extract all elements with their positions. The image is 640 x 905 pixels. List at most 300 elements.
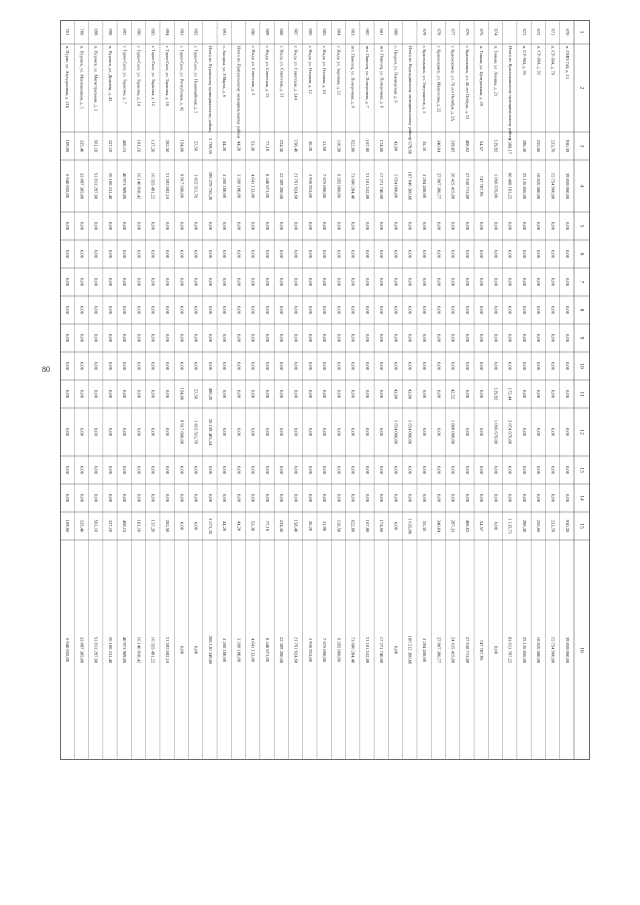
table-cell: 0,00 (322, 427, 328, 437)
table-cell: 1 815 511,70 (193, 174, 199, 198)
table-cell: 0,00 (422, 221, 428, 231)
table-cell: 0,00 (336, 305, 342, 315)
table-cell: 21 101 532,80 (364, 636, 370, 664)
table-cell: 1 808 000,00 (450, 419, 456, 445)
address-cell: г. Краснокамск, ул. Энтузиастов, д. 5 (422, 46, 428, 114)
table-cell: 0,00 (93, 465, 99, 475)
table-cell: 0,00 (393, 521, 399, 531)
table-cell: 0,00 (193, 249, 199, 259)
table-cell: 18 826 580,00 (536, 636, 542, 664)
table-cell: 3 260 180,00 (222, 173, 228, 199)
table-cell: 0,00 (379, 221, 385, 231)
table-cell: 0,00 (564, 249, 570, 259)
table-cell: 688 (279, 28, 285, 36)
table-cell: 0,00 (136, 277, 142, 287)
table-cell: 0,00 (250, 361, 256, 371)
table-cell: 0,00 (264, 427, 270, 437)
table-cell: 690 (250, 28, 256, 36)
table-cell: 0,00 (236, 427, 242, 437)
table-cell: 0,00 (422, 361, 428, 371)
table-cell: 3 260 180,00 (222, 637, 228, 663)
table-cell: 0,00 (479, 427, 485, 437)
header-cell-13: 13 (578, 467, 585, 473)
table-cell: 0,00 (521, 277, 527, 287)
table-cell: 0,00 (122, 277, 128, 287)
table-cell: 3 769,55 (207, 137, 213, 155)
table-cell: 26 168 331,46 (107, 172, 113, 200)
table-cell: 6 292 800,00 (336, 173, 342, 199)
table-cell: 0,00 (322, 333, 328, 343)
table-cell: 687 (293, 28, 299, 36)
table-cell: 0,00 (536, 493, 542, 503)
table-cell: 0,00 (150, 249, 156, 259)
table-cell: 0,00 (165, 389, 171, 399)
table-cell: 0,00 (279, 305, 285, 315)
table-cell: 0,00 (564, 465, 570, 475)
address-cell: п. Пуровск, ул. Дежнёва, д. 43 (107, 46, 113, 102)
address-cell: г. Тарко-Сале, ул. Тарасова, д. 14 (136, 46, 142, 106)
table-cell: 0,00 (79, 465, 85, 475)
table-cell: 36,20 (307, 520, 313, 532)
table-cell: 16 355 491,22 (150, 172, 156, 200)
table-cell: 39 859 000,00 (564, 172, 570, 200)
table-cell: 0,00 (507, 333, 513, 343)
table-cell: 0,00 (350, 221, 356, 231)
table-cell: 0,00 (107, 465, 113, 475)
table-cell: 561,10 (93, 519, 99, 533)
table-cell: 0,00 (550, 427, 556, 437)
table-cell: 677 (450, 28, 456, 36)
table-cell: 224,30 (279, 519, 285, 533)
table-cell: 298,30 (521, 139, 527, 153)
table-cell: 0,00 (150, 221, 156, 231)
table-cell: 0,00 (236, 333, 242, 343)
table-cell: 0,00 (293, 427, 299, 437)
table-cell: 683 (350, 28, 356, 36)
address-cell: г. Ныдь, ул. Заречная, д. 12 (336, 46, 342, 96)
table-cell: 21 761 924,60 (293, 172, 299, 200)
table-cell: 0,00 (107, 361, 113, 371)
table-cell: 0,00 (507, 361, 513, 371)
table-cell: 0,00 (550, 333, 556, 343)
table-cell: 0,00 (79, 277, 85, 287)
table-cell: 0,00 (279, 389, 285, 399)
table-cell: 35,35 (422, 140, 428, 152)
table-cell: 0,00 (207, 249, 213, 259)
table-cell: 0,00 (79, 249, 85, 259)
table-cell: 0,00 (436, 305, 442, 315)
table-cell: 53,30 (250, 520, 256, 532)
table-cell: 747 787,95 (479, 175, 485, 197)
table-cell: 44,20 (236, 140, 242, 152)
table-cell: 0,00 (136, 389, 142, 399)
table-cell: 0,00 (136, 361, 142, 371)
table-cell: 0,00 (179, 493, 185, 503)
table-cell: 42,52 (450, 388, 456, 400)
table-cell: 0,00 (536, 465, 542, 475)
table-cell: 2 874 676,00 (507, 419, 513, 445)
table-cell: 0,00 (350, 493, 356, 503)
table-cell: 0,00 (521, 493, 527, 503)
table-cell: 0,00 (65, 305, 71, 315)
table-cell: 7 676 800,00 (322, 173, 328, 199)
table-cell: 0,00 (193, 465, 199, 475)
table-cell: 0,00 (65, 277, 71, 287)
table-cell: 0,00 (436, 249, 442, 259)
table-cell: 40 973 909,00 (122, 172, 128, 200)
table-cell: 1 815 511,70 (193, 420, 199, 444)
table-cell: 0,00 (336, 221, 342, 231)
header-cell-11: 11 (578, 391, 585, 397)
table-cell: 0,00 (550, 221, 556, 231)
table-cell: 44,20 (236, 520, 242, 532)
address-cell: г. Ныдь, ул. Советская, д. 2 (250, 46, 256, 96)
table-cell: 35,35 (422, 520, 428, 532)
table-cell: 282,50 (165, 139, 171, 153)
table-cell: 16 140 918,42 (136, 172, 142, 200)
address-cell: п. СУ-904, д. 92 (536, 46, 542, 75)
table-cell: 686 (307, 28, 313, 36)
table-cell: 340,04 (436, 139, 442, 153)
page-number: 80 (42, 365, 50, 374)
table-cell: 0,00 (464, 427, 470, 437)
table-cell: 0,00 (93, 427, 99, 437)
table-cell: 0,00 (279, 221, 285, 231)
table-cell: 408,62 (464, 519, 470, 533)
table-cell: 692 (193, 28, 199, 36)
address-cell: пгт. Павелец, ул. Поперечная, д. 8 (350, 46, 356, 108)
table-cell: 0,00 (521, 389, 527, 399)
table-cell: 676 (464, 28, 470, 36)
address-cell: Итого по Надеждинскому муниципальному району (407, 46, 413, 140)
table-cell: 0,00 (336, 249, 342, 259)
table-cell: 0,00 (350, 333, 356, 343)
table-cell: 0,00 (436, 333, 442, 343)
table-cell: 27 038 713,00 (464, 172, 470, 200)
table-cell: 110,50 (336, 519, 342, 533)
table-cell: 6 940 855,00 (65, 637, 71, 663)
table-cell: 1 066 676,00 (493, 419, 499, 445)
table-cell: 4 641 133,00 (250, 173, 256, 199)
table-cell: 53,30 (250, 140, 256, 152)
table-cell: 255,60 (536, 139, 542, 153)
table-cell: 0,00 (507, 221, 513, 231)
table-cell: 18 826 580,00 (536, 172, 542, 200)
table-cell: 0,00 (364, 493, 370, 503)
table-cell: 0,00 (379, 493, 385, 503)
table-cell: 685 (322, 28, 328, 36)
table-cell: 694 (165, 28, 171, 36)
table-cell: 0,00 (122, 249, 128, 259)
table-cell: 0,00 (236, 465, 242, 475)
table-cell: 0,00 (179, 333, 185, 343)
address-cell: пгт. Павелец, ул. Поперечная, д. 7 (364, 46, 370, 108)
table-cell: 0,00 (521, 333, 527, 343)
table-cell: 0,00 (250, 221, 256, 231)
table-cell: 0,00 (307, 333, 313, 343)
table-cell: 22 309 200,00 (279, 636, 285, 664)
table-cell: 0,00 (393, 493, 399, 503)
table-cell: 0,00 (179, 465, 185, 475)
table-cell: 0,00 (279, 361, 285, 371)
table-cell: 0,00 (521, 249, 527, 259)
table-cell: 699 (93, 28, 99, 36)
table-cell: 0,00 (250, 427, 256, 437)
table-cell: 0,00 (450, 249, 456, 259)
table-cell: 0,00 (307, 493, 313, 503)
table-cell: 0,00 (65, 493, 71, 503)
table-cell: 0,00 (250, 277, 256, 287)
table-cell: 0,00 (379, 465, 385, 475)
table-cell: 0,00 (436, 465, 442, 475)
table-cell: 1 308,17 (507, 137, 513, 155)
table-cell: 0,00 (564, 427, 570, 437)
table-cell: 0,00 (550, 465, 556, 475)
table-cell: 0,00 (193, 521, 199, 531)
table-cell: 21 761 924,60 (293, 636, 299, 664)
table-cell: 0,00 (307, 361, 313, 371)
table-cell: 0,00 (150, 389, 156, 399)
table-cell: 0,00 (336, 361, 342, 371)
table-cell: 0,00 (479, 277, 485, 287)
table-cell: 172,44 (507, 387, 513, 401)
table-cell: 689 (264, 28, 270, 36)
table-cell: 39 859 000,00 (564, 636, 570, 664)
table-cell: 1 635,80 (407, 517, 413, 535)
table-cell: 698 (107, 28, 113, 36)
header-cell-7: 7 (578, 280, 585, 284)
table-cell: 0,00 (150, 277, 156, 287)
table-cell: 0,00 (407, 361, 413, 371)
address-cell: г. Тарко-Сале, ул. Тарасова, д. 12 (150, 46, 156, 106)
table-cell: 0,00 (422, 333, 428, 343)
table-cell: 0,00 (293, 361, 299, 371)
table-cell: 0,00 (536, 305, 542, 315)
table-cell: 0,00 (322, 305, 328, 315)
header-cell-15: 15 (578, 523, 585, 529)
table-cell: 0,00 (379, 305, 385, 315)
table-cell: 0,00 (350, 427, 356, 437)
table-cell: 8 348 871,00 (264, 637, 270, 663)
table-cell: 167,80 (364, 139, 370, 153)
address-cell: г. Тарко-Сале, ул. Тарасова, д. 10 (165, 46, 171, 106)
table-cell: 0,00 (136, 249, 142, 259)
table-cell: 0,00 (193, 221, 199, 231)
table-cell: 0,00 (336, 333, 342, 343)
table-cell: 747 787,95 (479, 639, 485, 661)
table-cell: 0,00 (179, 277, 185, 287)
table-cell: 0,00 (207, 333, 213, 343)
table-cell: 36,20 (307, 140, 313, 152)
table-cell: 0,00 (479, 361, 485, 371)
table-cell: 0,00 (150, 493, 156, 503)
table-cell: 0,00 (407, 493, 413, 503)
table-cell: 0,00 (93, 277, 99, 287)
table-cell: 674 (493, 28, 499, 36)
table-cell: 0,00 (336, 277, 342, 287)
table-cell: 0,00 (264, 389, 270, 399)
table-cell: 174,60 (379, 519, 385, 533)
table-cell: 0,00 (493, 305, 499, 315)
table-cell: 77,10 (264, 520, 270, 532)
table-cell: 0,00 (464, 465, 470, 475)
table-cell: 339,85 (450, 139, 456, 153)
table-cell: 282,50 (165, 519, 171, 533)
table-cell: 0,00 (521, 221, 527, 231)
table-cell: 0,00 (193, 277, 199, 287)
table-cell: 6 292 800,00 (336, 637, 342, 663)
table-cell: 0,00 (207, 221, 213, 231)
table-cell: 0,00 (264, 221, 270, 231)
table-cell: 0,00 (93, 249, 99, 259)
table-cell: 0,00 (79, 427, 85, 437)
table-cell: 0,00 (236, 305, 242, 315)
table-cell: 0,00 (179, 221, 185, 231)
table-cell: 21 592 082,16 (165, 172, 171, 200)
table-cell: 0,00 (536, 249, 542, 259)
table-cell: 0,00 (364, 389, 370, 399)
table-cell: 0,00 (236, 221, 242, 231)
table-cell: 54,57 (479, 520, 485, 532)
table-cell: 0,00 (65, 389, 71, 399)
table-cell: 0,00 (222, 305, 228, 315)
table-cell: 0,00 (464, 333, 470, 343)
table-cell: 0,00 (107, 221, 113, 231)
table-cell: 0,00 (250, 493, 256, 503)
table-cell: 22 309 200,00 (279, 172, 285, 200)
table-cell: 0,00 (407, 221, 413, 231)
table-cell: 0,00 (79, 305, 85, 315)
table-cell: 0,00 (350, 277, 356, 287)
table-cell: 0,00 (222, 361, 228, 371)
table-cell: 0,00 (264, 333, 270, 343)
table-cell: 0,00 (122, 389, 128, 399)
table-cell: 0,00 (107, 333, 113, 343)
table-cell: 0,00 (507, 493, 513, 503)
header-cell-2: 2 (578, 86, 585, 90)
table-cell: 83 613 707,22 (507, 636, 513, 664)
table-cell: 3 273,35 (207, 517, 213, 535)
table-cell: 0,00 (307, 427, 313, 437)
table-cell: 0,00 (79, 493, 85, 503)
table-cell: 0,00 (165, 249, 171, 259)
table-cell: 0,00 (107, 249, 113, 259)
table-cell: 0,00 (136, 305, 142, 315)
table-cell: 693 (179, 28, 185, 36)
table-cell: 0,00 (193, 493, 199, 503)
table-cell: 0,00 (350, 249, 356, 259)
table-cell: 0,00 (450, 361, 456, 371)
table-cell: 701 (65, 28, 71, 36)
table-cell: 0,00 (493, 277, 499, 287)
table-cell: 0,00 (65, 427, 71, 437)
table-cell: 0,00 (521, 305, 527, 315)
table-cell: 0,00 (165, 427, 171, 437)
table-cell: 0,00 (307, 305, 313, 315)
table-cell: 181,10 (136, 139, 142, 153)
table-cell: 43,80 (407, 388, 413, 400)
table-cell: 0,00 (264, 493, 270, 503)
table-cell: 0,00 (307, 389, 313, 399)
table-cell: 0,00 (136, 333, 142, 343)
table-cell: 0,00 (150, 333, 156, 343)
table-cell: 0,00 (179, 521, 185, 531)
table-cell: 73 600 284,40 (350, 636, 356, 664)
address-cell: п. СМП-744, д. 15 (564, 46, 570, 79)
table-cell: 0,00 (250, 389, 256, 399)
table-cell: 0,00 (165, 333, 171, 343)
table-cell: 0,00 (507, 305, 513, 315)
table-cell: 0,00 (422, 389, 428, 399)
table-cell: 31,90 (322, 140, 328, 152)
table-cell: 186 212 300,80 (407, 635, 413, 665)
table-cell: 0,00 (136, 465, 142, 475)
address-cell: г. Ныдь, ул. Советская, д. 24А (293, 46, 299, 101)
table-cell: 0,00 (364, 221, 370, 231)
table-cell: 0,00 (250, 465, 256, 475)
table-cell: 0,00 (364, 361, 370, 371)
address-cell: с. Аксарка, ул. 8 Марта, д. 6 (222, 46, 228, 97)
table-cell: 1 066 676,00 (493, 173, 499, 199)
table-cell: 44,20 (222, 140, 228, 152)
table-cell: 33 897 385,00 (79, 636, 85, 664)
table-cell: 44,20 (222, 520, 228, 532)
table-cell: 0,00 (479, 249, 485, 259)
table-cell: 327,10 (107, 519, 113, 533)
table-cell: 0,00 (379, 361, 385, 371)
table-cell: 27 907 300,77 (436, 636, 442, 664)
header-cell-12: 12 (578, 429, 585, 435)
table-cell: 0,00 (393, 361, 399, 371)
table-cell: 0,00 (364, 465, 370, 475)
table-cell: 0,00 (493, 521, 499, 531)
table-cell: 0,00 (493, 333, 499, 343)
table-cell: 137,20 (150, 139, 156, 153)
table-cell: 0,00 (250, 249, 256, 259)
table-cell: 0,00 (350, 305, 356, 315)
table-cell: 0,00 (464, 221, 470, 231)
table-cell: 0,00 (207, 465, 213, 475)
address-cell: г. Ныдь, ул. Озерная, д. 12 (307, 46, 313, 94)
table-cell: 0,00 (564, 221, 570, 231)
table-cell: 0,00 (450, 493, 456, 503)
table-cell: 0,00 (293, 277, 299, 287)
table-cell: 0,00 (393, 305, 399, 315)
table-cell: 0,00 (479, 305, 485, 315)
table-cell: 0,00 (493, 493, 499, 503)
table-cell: 0,00 (222, 249, 228, 259)
table-cell: 0,00 (393, 221, 399, 231)
table-cell: 137,20 (150, 519, 156, 533)
rotated-data-table (60, 20, 590, 760)
table-cell: 26 168 331,46 (107, 636, 113, 664)
table-cell: 0,00 (350, 389, 356, 399)
table-cell: 0,00 (236, 389, 242, 399)
table-cell: 43,80 (393, 388, 399, 400)
table-cell: 0,00 (307, 277, 313, 287)
table-cell: 27 038 713,00 (464, 636, 470, 664)
table-cell: 16 355 491,22 (150, 636, 156, 664)
address-cell: п. СУ-904, д. 79 (550, 46, 556, 75)
table-cell: 0,00 (264, 249, 270, 259)
table-cell: 0,00 (350, 465, 356, 475)
table-cell: 0,00 (393, 645, 399, 655)
address-cell: Итого по Краснокамскому муниципальному району (507, 46, 513, 141)
table-cell: 0,00 (279, 333, 285, 343)
table-cell: 0,00 (322, 221, 328, 231)
table-cell: 0,00 (150, 361, 156, 371)
table-cell: 622,00 (350, 519, 356, 533)
